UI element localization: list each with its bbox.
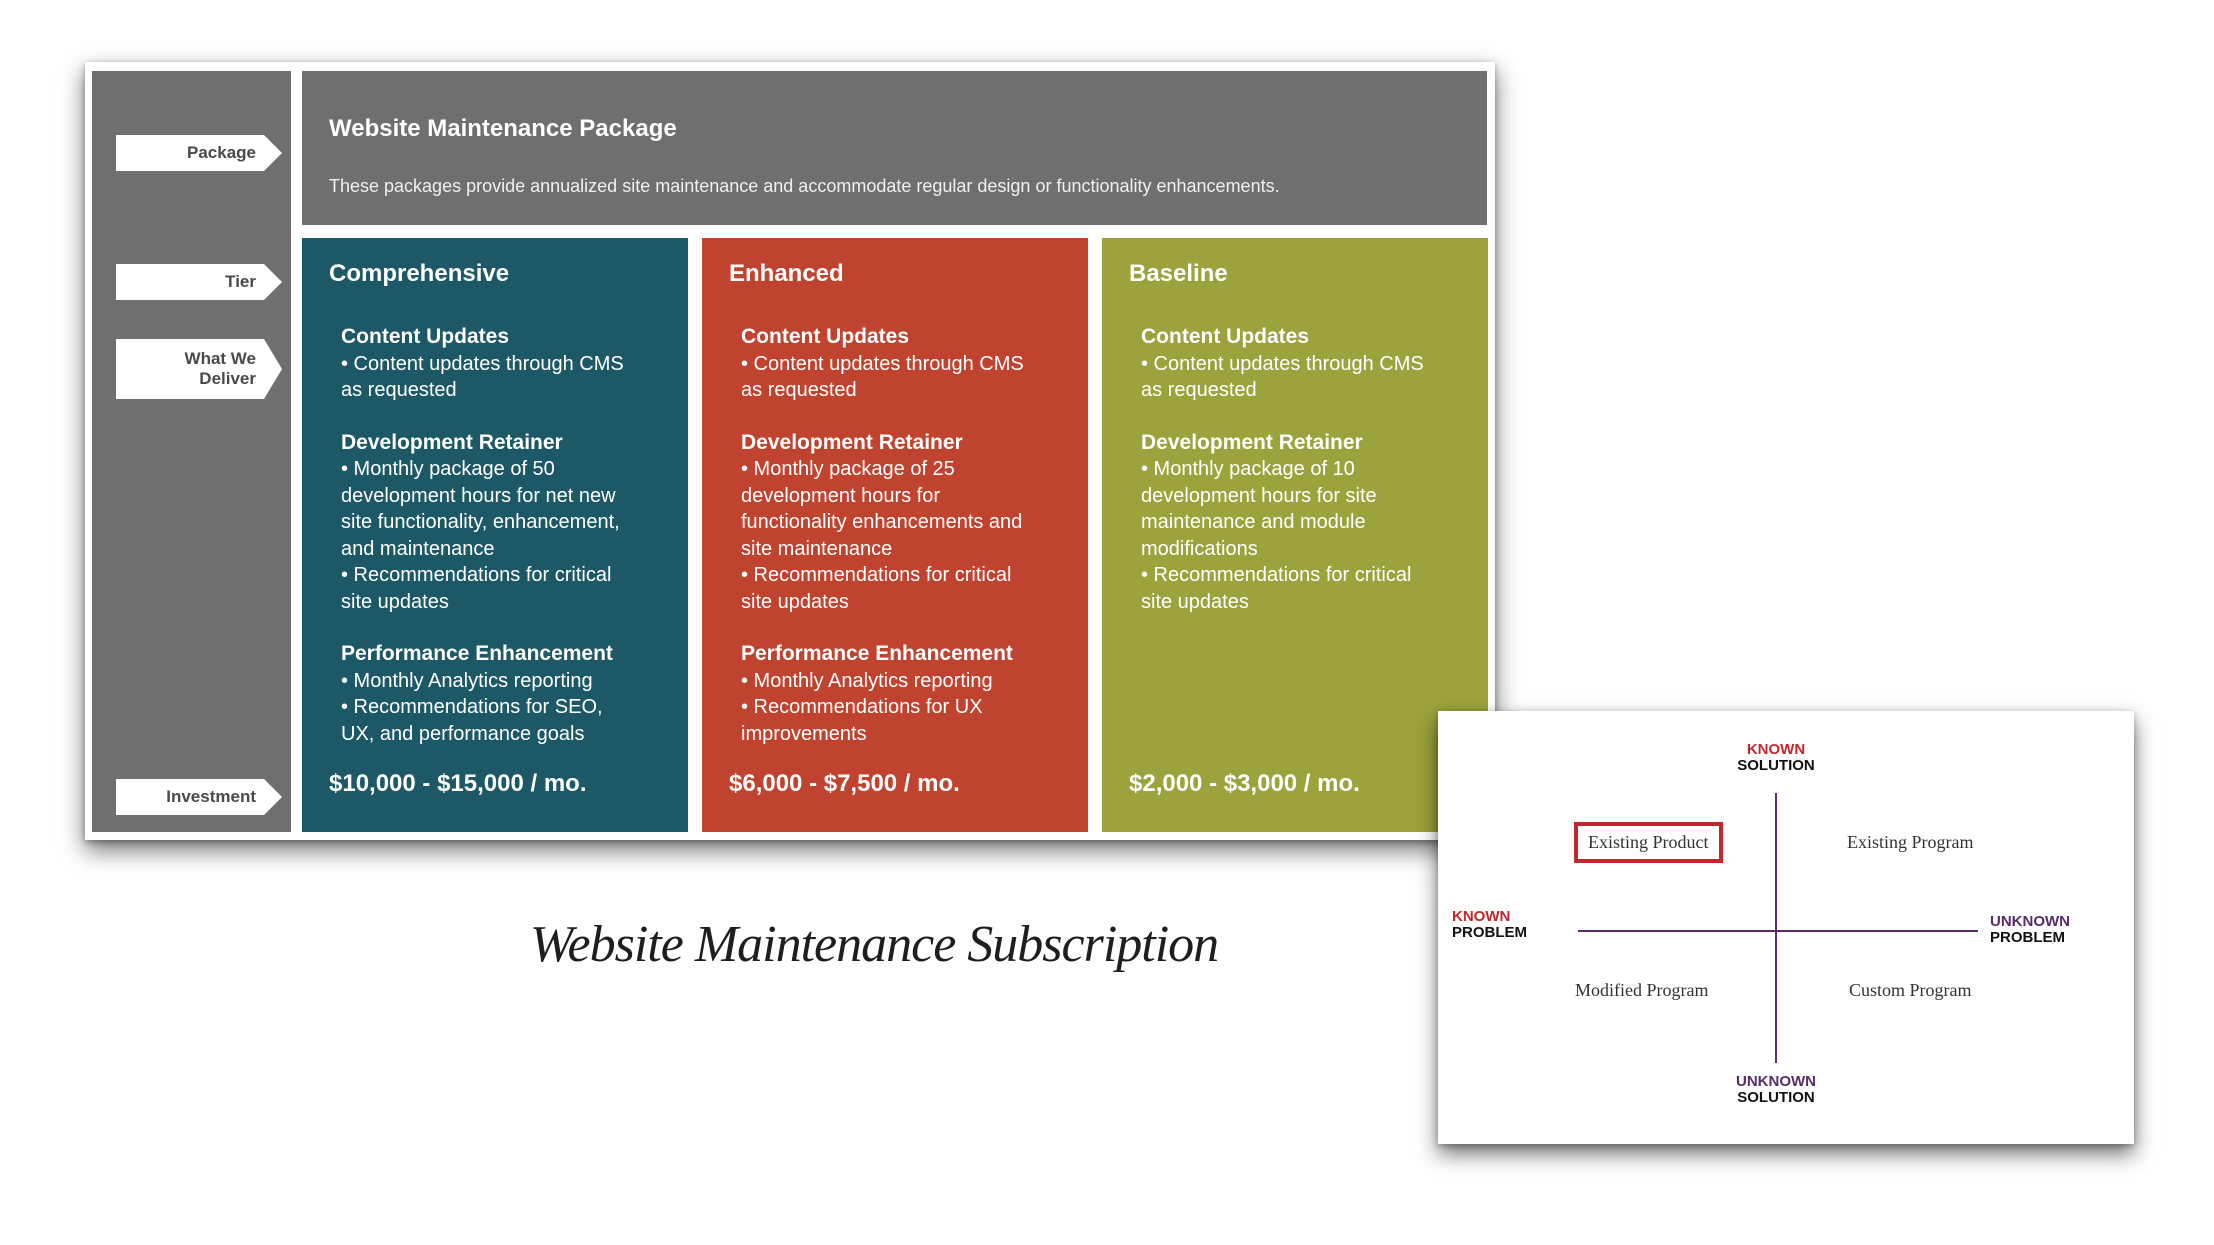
deliverable-section [1141, 430, 1477, 616]
row-label-tier: Tier [116, 264, 264, 300]
deliverable-section-title: Performance Enhancement [341, 642, 613, 665]
deliverable-section-title: Content Updates [1141, 325, 1309, 348]
deliverable-section [741, 324, 1077, 404]
deliverable-line: site maintenance [741, 537, 893, 560]
axis-label-unknown-solution [1721, 1074, 1831, 1106]
deliverable-section-title: Content Updates [741, 325, 909, 348]
quadrant-existing-product: Existing Product [1574, 822, 1723, 863]
axis-label-unknown-problem [1990, 914, 2090, 946]
tier-name: Baseline [1129, 260, 1228, 287]
tier-name: Enhanced [729, 260, 844, 287]
deliverable-line: • Monthly package of 50 [341, 458, 555, 480]
deliverable-section [341, 430, 677, 616]
deliverable-line: site updates [1141, 590, 1249, 613]
deliverable-line: site updates [341, 590, 449, 613]
tier-enhanced [702, 238, 1088, 832]
deliverable-line: as requested [341, 379, 457, 401]
deliverable-line: • Recommendations for critical [1141, 564, 1412, 586]
quadrant-custom-program: Custom Program [1849, 980, 1972, 1000]
deliverable-line: modifications [1141, 537, 1258, 560]
axis-left-line1: KNOWN [1452, 908, 1511, 925]
axis-label-known-problem [1452, 909, 1542, 941]
package-title: Website Maintenance Package [329, 115, 677, 142]
deliverable-line: site functionality, enhancement, [341, 511, 620, 533]
deliverable-line: as requested [741, 379, 857, 401]
deliverable-section-title: Content Updates [341, 325, 509, 348]
deliverable-line: • Content updates through CMS [1141, 352, 1424, 375]
row-label-what-we-deliver-line1: What We [184, 349, 256, 368]
deliverable-section [341, 641, 677, 747]
deliverable-line: • Content updates through CMS [741, 352, 1024, 375]
quadrant-existing-program: Existing Program [1847, 832, 1974, 852]
tier-price: $2,000 - $3,000 / mo. [1129, 770, 1360, 797]
deliverable-line: development hours for site [1141, 484, 1377, 507]
quadrant-modified-program: Modified Program [1575, 980, 1709, 1000]
row-label-investment: Investment [116, 779, 264, 815]
deliverable-line: • Monthly Analytics reporting [741, 669, 993, 692]
deliverable-section [341, 324, 677, 404]
deliverable-line: development hours for [741, 484, 941, 507]
problem-solution-matrix [1438, 711, 2134, 1144]
deliverable-line: improvements [741, 722, 867, 745]
axis-bottom-line1: UNKNOWN [1736, 1073, 1816, 1090]
deliverable-line: as requested [1141, 379, 1257, 401]
row-label-what-we-deliver-line2: Deliver [199, 369, 256, 388]
tier-price: $6,000 - $7,500 / mo. [729, 770, 960, 797]
deliverable-line: UX, and performance goals [341, 722, 585, 745]
axis-top-line1: KNOWN [1746, 741, 1806, 758]
axis-right-line1: UNKNOWN [1990, 913, 2070, 930]
deliverable-line: • Recommendations for SEO, [341, 696, 603, 718]
deliverable-line: • Monthly package of 10 [1141, 458, 1355, 480]
deliverable-line: functionality enhancements and [741, 511, 1023, 533]
package-description: These packages provide annualized site maintenance and accommodate regular design or functionality enhancements. [329, 176, 1280, 196]
deliverable-section [741, 641, 1077, 747]
row-labels-column [92, 71, 291, 832]
deliverable-line: and maintenance [341, 537, 495, 560]
package-header [302, 71, 1487, 225]
deliverable-line: • Monthly package of 25 [741, 458, 955, 480]
deliverable-line: • Recommendations for critical [341, 564, 612, 586]
deliverable-line: • Monthly Analytics reporting [341, 669, 593, 692]
tier-comprehensive [302, 238, 688, 832]
tier-price: $10,000 - $15,000 / mo. [329, 770, 587, 797]
tier-deliverables [1141, 324, 1477, 641]
deliverable-line: • Content updates through CMS [341, 352, 624, 375]
tier-deliverables [741, 324, 1077, 773]
deliverable-section-title: Development Retainer [1141, 430, 1363, 454]
tier-name: Comprehensive [329, 260, 510, 287]
deliverable-section-title: Development Retainer [741, 430, 963, 454]
axis-top-line2: SOLUTION [1737, 757, 1815, 774]
axis-left-line2: PROBLEM [1452, 924, 1527, 941]
deliverable-line: • Recommendations for critical [741, 564, 1012, 586]
deliverable-line: • Recommendations for UX [741, 696, 983, 718]
tier-deliverables [341, 324, 677, 773]
axis-bottom-line2: SOLUTION [1737, 1089, 1815, 1106]
maintenance-package-slide [85, 62, 1495, 840]
slide-caption: Website Maintenance Subscription [530, 916, 1219, 973]
tier-baseline [1102, 238, 1488, 832]
axis-right-line2: PROBLEM [1990, 929, 2065, 946]
deliverable-section [1141, 324, 1477, 404]
deliverable-section [741, 430, 1077, 616]
deliverable-section-title: Development Retainer [341, 430, 563, 454]
row-label-package: Package [116, 135, 264, 171]
deliverable-section-title: Performance Enhancement [741, 642, 1013, 665]
deliverable-line: site updates [741, 590, 849, 613]
deliverable-line: development hours for net new [341, 484, 616, 507]
axis-label-known-solution [1721, 742, 1831, 774]
row-label-what-we-deliver [116, 339, 264, 399]
deliverable-line: maintenance and module [1141, 511, 1366, 533]
